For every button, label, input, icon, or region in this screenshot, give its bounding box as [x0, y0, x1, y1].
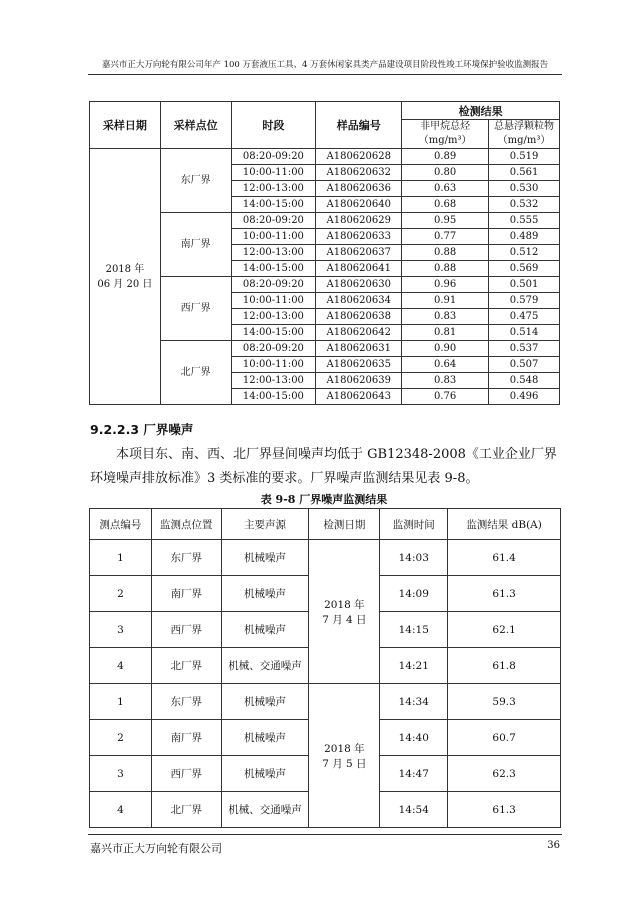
col-period: 时段: [231, 102, 316, 149]
nmhc-label: 非甲烷总烃: [420, 121, 471, 132]
table-row: [90, 277, 560, 293]
sample-id-cell: A180620630: [316, 277, 402, 293]
tsp-value-cell: 0.569: [489, 261, 560, 277]
noise-value-cell: 61.3: [448, 792, 561, 828]
monitor-time-cell: 14:47: [380, 756, 448, 792]
tsp-value-cell: 0.496: [489, 389, 560, 405]
sample-id-cell: A180620628: [316, 149, 402, 165]
period-cell: 12:00-13:00: [231, 309, 316, 325]
monitor-date-line2: 7 月 4 日: [322, 613, 367, 626]
noise-source-cell: 机械噪声: [221, 684, 309, 720]
monitor-date-line2: 7 月 5 日: [322, 757, 367, 770]
sampling-point-cell: 南厂界: [160, 213, 231, 277]
nmhc-value-cell: 0.90: [402, 341, 489, 357]
nmhc-value-cell: 0.80: [402, 165, 489, 181]
sample-id-cell: A180620639: [316, 373, 402, 389]
sample-id-cell: A180620635: [316, 357, 402, 373]
nmhc-value-cell: 0.95: [402, 213, 489, 229]
page-header: 嘉兴市正大万向轮有限公司年产 100 万套液压工具、4 万套休闲家具类产品建设项目阶段性竣工环境保护验收监测报告: [101, 60, 549, 70]
sample-id-cell: A180620636: [316, 181, 402, 197]
col-tsp: [489, 120, 560, 149]
sample-id-cell: A180620641: [316, 261, 402, 277]
tsp-value-cell: 0.537: [489, 341, 560, 357]
period-cell: 10:00-11:00: [231, 165, 316, 181]
col-sample: 样品编号: [316, 102, 402, 149]
air-sampling-table: [89, 101, 560, 405]
nmhc-value-cell: 0.88: [402, 261, 489, 277]
tsp-value-cell: 0.579: [489, 293, 560, 309]
point-id-cell: 2: [90, 720, 152, 756]
table-caption: 表 9-8 厂界噪声监测结果: [260, 493, 388, 506]
nmhc-value-cell: 0.81: [402, 325, 489, 341]
noise-value-cell: 61.8: [448, 648, 561, 684]
period-cell: 12:00-13:00: [231, 373, 316, 389]
footer-rule: [88, 834, 562, 835]
point-id-cell: 4: [90, 648, 152, 684]
table-row: [90, 684, 561, 720]
period-cell: 14:00-15:00: [231, 261, 316, 277]
sample-id-cell: A180620637: [316, 245, 402, 261]
point-position-cell: 南厂界: [151, 720, 221, 756]
col-point: 采样点位: [160, 102, 231, 149]
monitor-time-cell: 14:15: [380, 612, 448, 648]
sampling-point-cell: 北厂界: [160, 341, 231, 405]
sampling-date-line1: 2018 年: [105, 263, 145, 275]
monitor-time-cell: 14:54: [380, 792, 448, 828]
footer-company: 嘉兴市正大万向轮有限公司: [90, 842, 222, 855]
period-cell: 14:00-15:00: [231, 325, 316, 341]
sample-id-cell: A180620638: [316, 309, 402, 325]
nmhc-value-cell: 0.88: [402, 245, 489, 261]
point-id-cell: 1: [90, 540, 152, 576]
noise-col-header: 主要声源: [221, 509, 309, 540]
point-position-cell: 西厂界: [151, 756, 221, 792]
nmhc-value-cell: 0.64: [402, 357, 489, 373]
point-position-cell: 北厂界: [151, 648, 221, 684]
sample-id-cell: A180620643: [316, 389, 402, 405]
monitor-time-cell: 14:34: [380, 684, 448, 720]
noise-source-cell: 机械、交通噪声: [221, 648, 309, 684]
point-position-cell: 北厂界: [151, 792, 221, 828]
period-cell: 08:20-09:20: [231, 149, 316, 165]
body-paragraph: 本项目东、南、西、北厂界昼间噪声均低于 GB12348-2008《工业企业厂界环境噪声排放标准》3 类标准的要求。厂界噪声监测结果见表 9-8。: [90, 447, 557, 486]
nmhc-unit: （mg/m³）: [418, 135, 472, 146]
point-id-cell: 3: [90, 612, 152, 648]
sampling-date-line2: 06 月 20 日: [97, 278, 153, 290]
point-id-cell: 4: [90, 792, 152, 828]
point-position-cell: 南厂界: [151, 576, 221, 612]
nmhc-value-cell: 0.83: [402, 373, 489, 389]
noise-value-cell: 61.3: [448, 576, 561, 612]
point-position-cell: 西厂界: [151, 612, 221, 648]
table-row: [90, 540, 561, 576]
noise-table: [89, 508, 561, 828]
sampling-point-cell: 西厂界: [160, 277, 231, 341]
period-cell: 08:20-09:20: [231, 213, 316, 229]
sampling-date-cell: [90, 149, 161, 405]
section-title: 9.2.2.3 厂界噪声: [90, 422, 194, 437]
tsp-label: 总悬浮颗粒物: [494, 121, 555, 132]
monitor-date-cell: [309, 540, 380, 684]
table-row: [90, 149, 560, 165]
page-number: 36: [547, 840, 560, 851]
noise-source-cell: 机械噪声: [221, 720, 309, 756]
nmhc-value-cell: 0.63: [402, 181, 489, 197]
noise-col-header: 监测时间: [380, 509, 448, 540]
tsp-unit: （mg/m³）: [497, 135, 551, 146]
monitor-date-line1: 2018 年: [324, 598, 365, 611]
noise-value-cell: 62.3: [448, 756, 561, 792]
period-cell: 08:20-09:20: [231, 277, 316, 293]
table-row: [90, 213, 560, 229]
tsp-value-cell: 0.561: [489, 165, 560, 181]
sample-id-cell: A180620634: [316, 293, 402, 309]
monitor-time-cell: 14:09: [380, 576, 448, 612]
sample-id-cell: A180620631: [316, 341, 402, 357]
period-cell: 14:00-15:00: [231, 389, 316, 405]
tsp-value-cell: 0.512: [489, 245, 560, 261]
noise-value-cell: 61.4: [448, 540, 561, 576]
noise-source-cell: 机械噪声: [221, 612, 309, 648]
sample-id-cell: A180620633: [316, 229, 402, 245]
monitor-date-cell: [309, 684, 380, 828]
nmhc-value-cell: 0.96: [402, 277, 489, 293]
tsp-value-cell: 0.514: [489, 325, 560, 341]
period-cell: 12:00-13:00: [231, 181, 316, 197]
period-cell: 10:00-11:00: [231, 229, 316, 245]
tsp-value-cell: 0.548: [489, 373, 560, 389]
nmhc-value-cell: 0.68: [402, 197, 489, 213]
sample-id-cell: A180620642: [316, 325, 402, 341]
noise-col-header: 测点编号: [90, 509, 152, 540]
tsp-value-cell: 0.532: [489, 197, 560, 213]
col-nmhc: [402, 120, 489, 149]
noise-col-header: 监测结果 dB(A): [448, 509, 561, 540]
tsp-value-cell: 0.501: [489, 277, 560, 293]
noise-value-cell: 60.7: [448, 720, 561, 756]
period-cell: 10:00-11:00: [231, 357, 316, 373]
point-position-cell: 东厂界: [151, 684, 221, 720]
nmhc-value-cell: 0.76: [402, 389, 489, 405]
noise-source-cell: 机械、交通噪声: [221, 792, 309, 828]
monitor-time-cell: 14:40: [380, 720, 448, 756]
nmhc-value-cell: 0.83: [402, 309, 489, 325]
noise-source-cell: 机械噪声: [221, 540, 309, 576]
sample-id-cell: A180620629: [316, 213, 402, 229]
monitor-time-cell: 14:03: [380, 540, 448, 576]
point-position-cell: 东厂界: [151, 540, 221, 576]
point-id-cell: 1: [90, 684, 152, 720]
tsp-value-cell: 0.489: [489, 229, 560, 245]
nmhc-value-cell: 0.77: [402, 229, 489, 245]
noise-value-cell: 62.1: [448, 612, 561, 648]
period-cell: 10:00-11:00: [231, 293, 316, 309]
noise-source-cell: 机械噪声: [221, 576, 309, 612]
table-row: [90, 341, 560, 357]
nmhc-value-cell: 0.89: [402, 149, 489, 165]
col-date: 采样日期: [90, 102, 161, 149]
noise-value-cell: 59.3: [448, 684, 561, 720]
tsp-value-cell: 0.519: [489, 149, 560, 165]
sample-id-cell: A180620632: [316, 165, 402, 181]
tsp-value-cell: 0.475: [489, 309, 560, 325]
nmhc-value-cell: 0.91: [402, 293, 489, 309]
period-cell: 14:00-15:00: [231, 197, 316, 213]
noise-col-header: 监测点位置: [151, 509, 221, 540]
sampling-point-cell: 东厂界: [160, 149, 231, 213]
monitor-time-cell: 14:21: [380, 648, 448, 684]
noise-source-cell: 机械噪声: [221, 756, 309, 792]
noise-col-header: 检测日期: [309, 509, 380, 540]
point-id-cell: 3: [90, 756, 152, 792]
period-cell: 12:00-13:00: [231, 245, 316, 261]
col-results: 检测结果: [402, 102, 560, 120]
header-rule: [88, 74, 562, 75]
tsp-value-cell: 0.530: [489, 181, 560, 197]
point-id-cell: 2: [90, 576, 152, 612]
tsp-value-cell: 0.507: [489, 357, 560, 373]
monitor-date-line1: 2018 年: [324, 742, 365, 755]
tsp-value-cell: 0.555: [489, 213, 560, 229]
period-cell: 08:20-09:20: [231, 341, 316, 357]
sample-id-cell: A180620640: [316, 197, 402, 213]
